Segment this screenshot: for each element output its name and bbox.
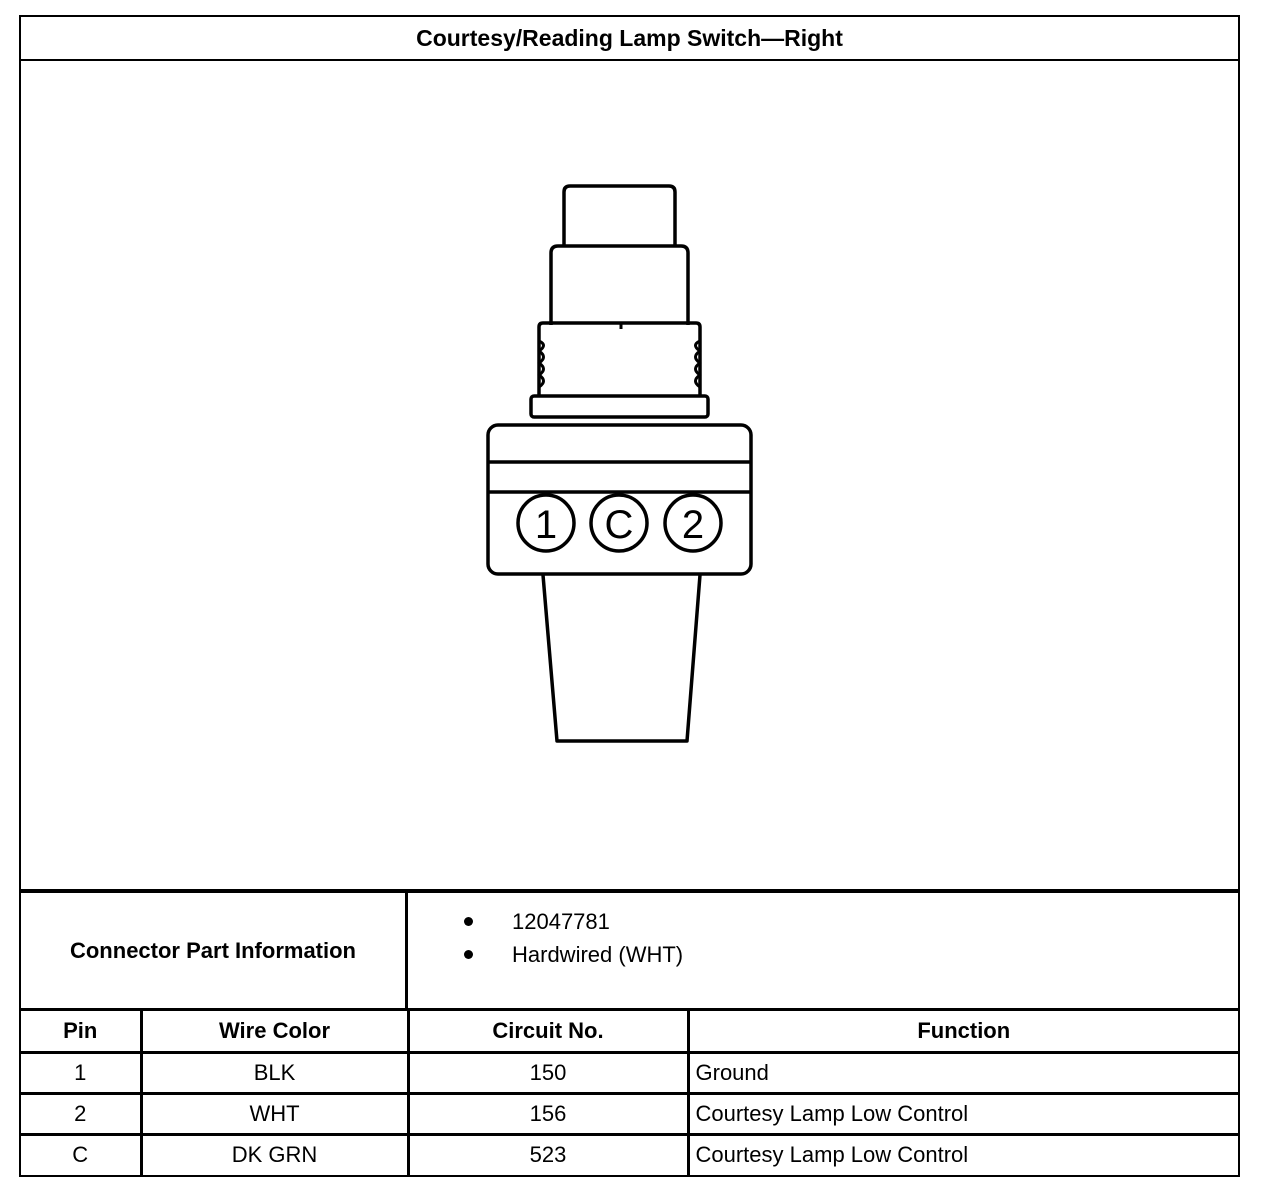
bullet-icon (464, 950, 473, 959)
wire-color-cell: WHT (141, 1093, 408, 1134)
sheet-title: Courtesy/Reading Lamp Switch—Right (21, 17, 1238, 61)
pinout-header-row (21, 1011, 1238, 1052)
connector-part-information (21, 893, 1238, 1011)
switch-threads (539, 341, 700, 387)
pin-label-c: C (604, 503, 634, 547)
connector-sheet (19, 15, 1240, 1177)
connector-drawing-area (21, 61, 1238, 893)
switch-collar (551, 246, 688, 325)
lamp-switch-connector-drawing (21, 61, 1238, 889)
header-pin: Pin (21, 1011, 141, 1052)
pinout-table (21, 1011, 1238, 1175)
pin-label-2: 2 (681, 503, 705, 547)
wire-boot (543, 575, 700, 741)
pin-cell: 1 (21, 1052, 141, 1093)
circuit-cell: 156 (408, 1093, 688, 1134)
switch-threaded-body (539, 323, 700, 396)
bullet-icon (464, 917, 473, 926)
switch-plunger-cap (564, 186, 675, 245)
part-info-item (408, 938, 1238, 971)
pin-label-1: 1 (534, 503, 558, 547)
part-info-item (408, 905, 1238, 938)
part-number: 12047781 (512, 909, 610, 934)
part-info-label: Connector Part Information (21, 893, 408, 1008)
function-cell: Courtesy Lamp Low Control (688, 1134, 1238, 1175)
switch-flange (531, 396, 708, 417)
part-description: Hardwired (WHT) (512, 942, 684, 967)
pin-cell: 2 (21, 1093, 141, 1134)
wire-color-cell: DK GRN (141, 1134, 408, 1175)
table-row (21, 1134, 1238, 1175)
function-cell: Courtesy Lamp Low Control (688, 1093, 1238, 1134)
circuit-cell: 150 (408, 1052, 688, 1093)
header-function: Function (688, 1011, 1238, 1052)
header-circuit-no: Circuit No. (408, 1011, 688, 1052)
circuit-cell: 523 (408, 1134, 688, 1175)
wire-color-cell: BLK (141, 1052, 408, 1093)
part-info-list (408, 893, 1238, 1020)
table-row (21, 1052, 1238, 1093)
header-wire-color: Wire Color (141, 1011, 408, 1052)
function-cell: Ground (688, 1052, 1238, 1093)
table-row (21, 1093, 1238, 1134)
pin-cell: C (72, 1142, 89, 1168)
